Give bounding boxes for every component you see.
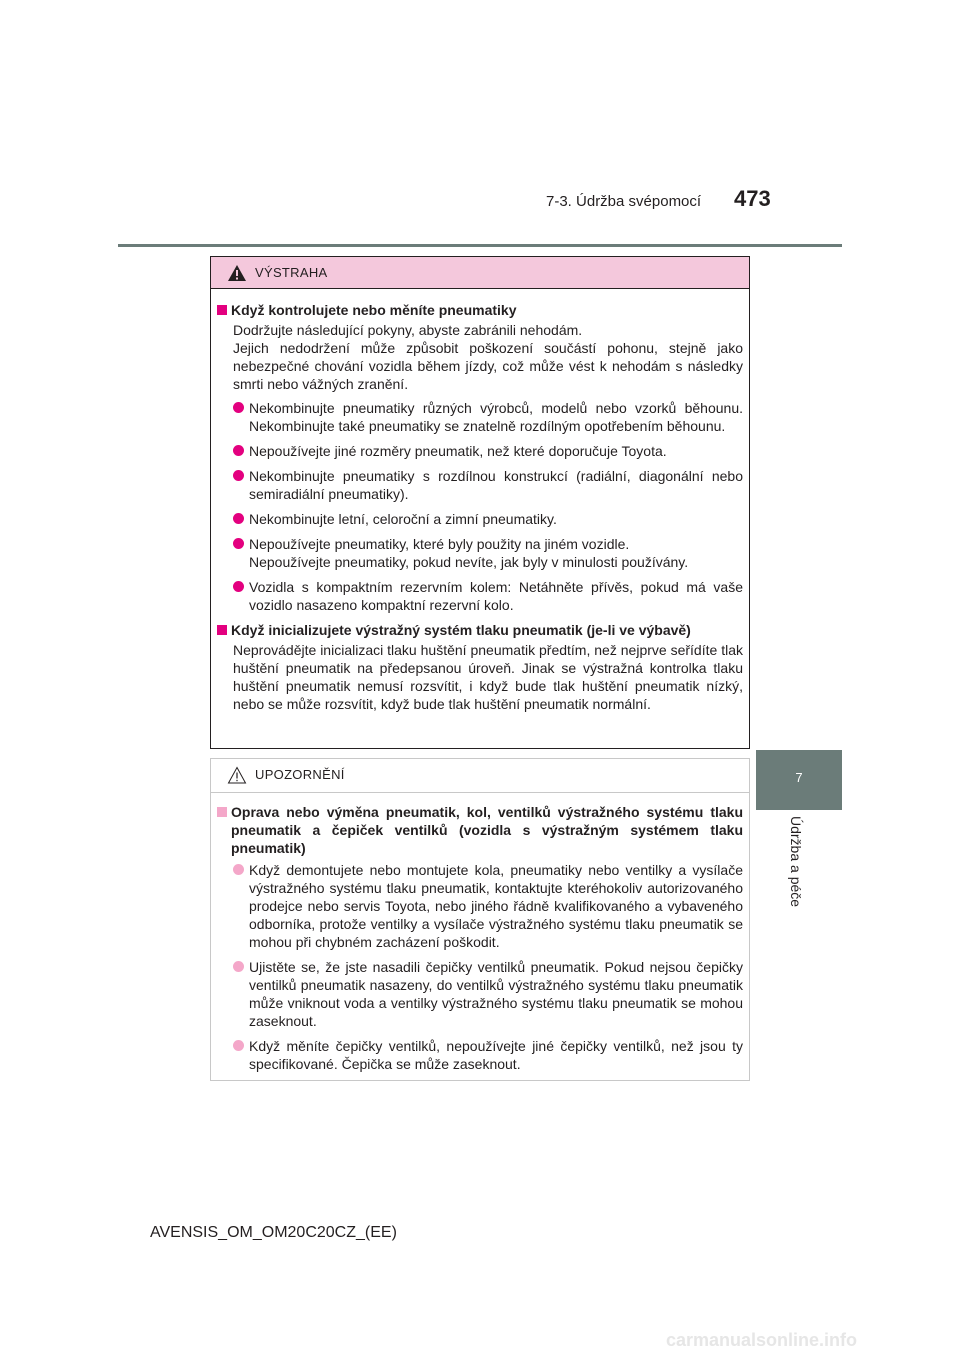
caution-triangle-icon <box>227 766 247 784</box>
list-item-text: Nekombinujte pneumatiky s rozdílnou konstrukcí (radiální, diagonální nebo semiradiální pneumatiky). <box>249 468 743 502</box>
round-bullet-icon <box>233 864 244 875</box>
chapter-number: 7 <box>795 770 803 785</box>
warning-tpms-text: Neprovádějte inicializaci tlaku huštění pneumatik předtím, než nejprve seřídíte tlak huštění pneumatik na předepsanou úroveň. Jinak se výstražná kontrolka tlaku huštění pneumatik nemusí rozsvítit, i když bude tlak huštění pneumatik nízký, nebo se může rozsvítit, když bude tlak huštění pneumatik normální. <box>233 642 743 712</box>
caution-title: UPOZORNĚNÍ <box>255 767 345 782</box>
header-rule <box>118 244 842 247</box>
list-item <box>217 399 743 435</box>
square-bullet-icon <box>217 625 227 635</box>
list-item-text: Když demontujete nebo montujete kola, pneumatiky nebo ventilky a vysílače výstražného systému tlaku pneumatik, kontaktujte kteréhokoliv autorizovaného prodejce nebo servis Toyota, nebo jiného řádně kvalifikovaného a vybaveného odborníka, protože ventilky a vysílače výstražného systému tlaku pneumatik se mohou při chybném zacházení poškodit. <box>249 862 743 950</box>
page-number: 473 <box>734 186 771 211</box>
list-item-text: Když měníte čepičky ventilků, nepoužívejte jiné čepičky ventilků, než jsou ty specifikované. Čepička se může zaseknout. <box>249 1038 743 1072</box>
warning-heading-1-text: Když kontrolujete nebo měníte pneumatiky <box>231 302 517 318</box>
list-item-text: Vozidla s kompaktním rezervním kolem: Netáhněte přívěs, pokud má vaše vozidlo nasazeno kompaktní rezervní kolo. <box>249 579 743 613</box>
warning-title: VÝSTRAHA <box>255 265 328 280</box>
warning-heading-2-text: Když inicializujete výstražný systém tlaku pneumatik (je-li ve výbavě) <box>231 622 691 638</box>
round-bullet-icon <box>233 470 244 481</box>
warning-box <box>210 256 750 749</box>
section-title: 7-3. Údržba svépomocí <box>546 193 702 210</box>
square-bullet-icon <box>217 807 227 817</box>
round-bullet-icon <box>233 538 244 549</box>
list-item-text: Nepoužívejte pneumatiky, které byly použity na jiném vozidle. Nepoužívejte pneumatiky, pokud nevíte, jak byly v minulosti používány. <box>249 536 689 570</box>
caution-heading-1-text: Oprava nebo výměna pneumatik, kol, ventilků výstražného systému tlaku pneumatik a čepiček ventilků (vozidla s výstražným systémem tlaku pneumatik) <box>231 804 743 856</box>
document-code: AVENSIS_OM_OM20C20CZ_(EE) <box>150 1224 397 1241</box>
warning-intro: Dodržujte následující pokyny, abyste zabránili nehodám. Jejich nedodržení může způsobit poškození součástí pohonu, stejně jako nebezpečné chování vozidla během jízdy, což může vést k nehodám s následky smrti nebo vážných zranění. <box>233 322 743 392</box>
round-bullet-icon <box>233 513 244 524</box>
list-item-text: Nekombinujte letní, celoroční a zimní pneumatiky. <box>249 511 557 527</box>
list-item <box>217 861 743 951</box>
warning-heading-1 <box>217 301 743 319</box>
watermark: carmanualsonline.info <box>666 1330 858 1350</box>
chapter-tab <box>756 750 842 810</box>
list-item <box>217 578 743 614</box>
warning-triangle-icon <box>227 264 247 282</box>
round-bullet-icon <box>233 402 244 413</box>
list-item <box>217 442 743 460</box>
list-item <box>217 467 743 503</box>
square-bullet-icon <box>217 305 227 315</box>
caution-box <box>210 758 750 1081</box>
warning-header <box>211 257 749 289</box>
caution-heading-1 <box>217 803 743 857</box>
list-item <box>217 535 743 571</box>
list-item-text: Ujistěte se, že jste nasadili čepičky ventilků pneumatik. Pokud nejsou čepičky ventilků pneumatik nasazeny, do ventilků výstražného systému tlaku pneumatik může vniknout voda a ventilky výstražného systému tlaku pneumatik se mohou zaseknout. <box>249 959 743 1029</box>
list-item <box>217 958 743 1030</box>
chapter-label: Údržba a péče <box>788 816 804 908</box>
warning-heading-2 <box>217 621 743 639</box>
round-bullet-icon <box>233 581 244 592</box>
caution-header <box>211 759 749 793</box>
round-bullet-icon <box>233 1040 244 1051</box>
list-item <box>217 1037 743 1073</box>
round-bullet-icon <box>233 961 244 972</box>
round-bullet-icon <box>233 445 244 456</box>
list-item-text: Nekombinujte pneumatiky různých výrobců, modelů nebo vzorků běhounu. Nekombinujte také pneumatiky se znatelně rozdílným opotřebením běhounu. <box>249 400 743 434</box>
list-item <box>217 510 743 528</box>
list-item-text: Nepoužívejte jiné rozměry pneumatik, než které doporučuje Toyota. <box>249 443 667 459</box>
